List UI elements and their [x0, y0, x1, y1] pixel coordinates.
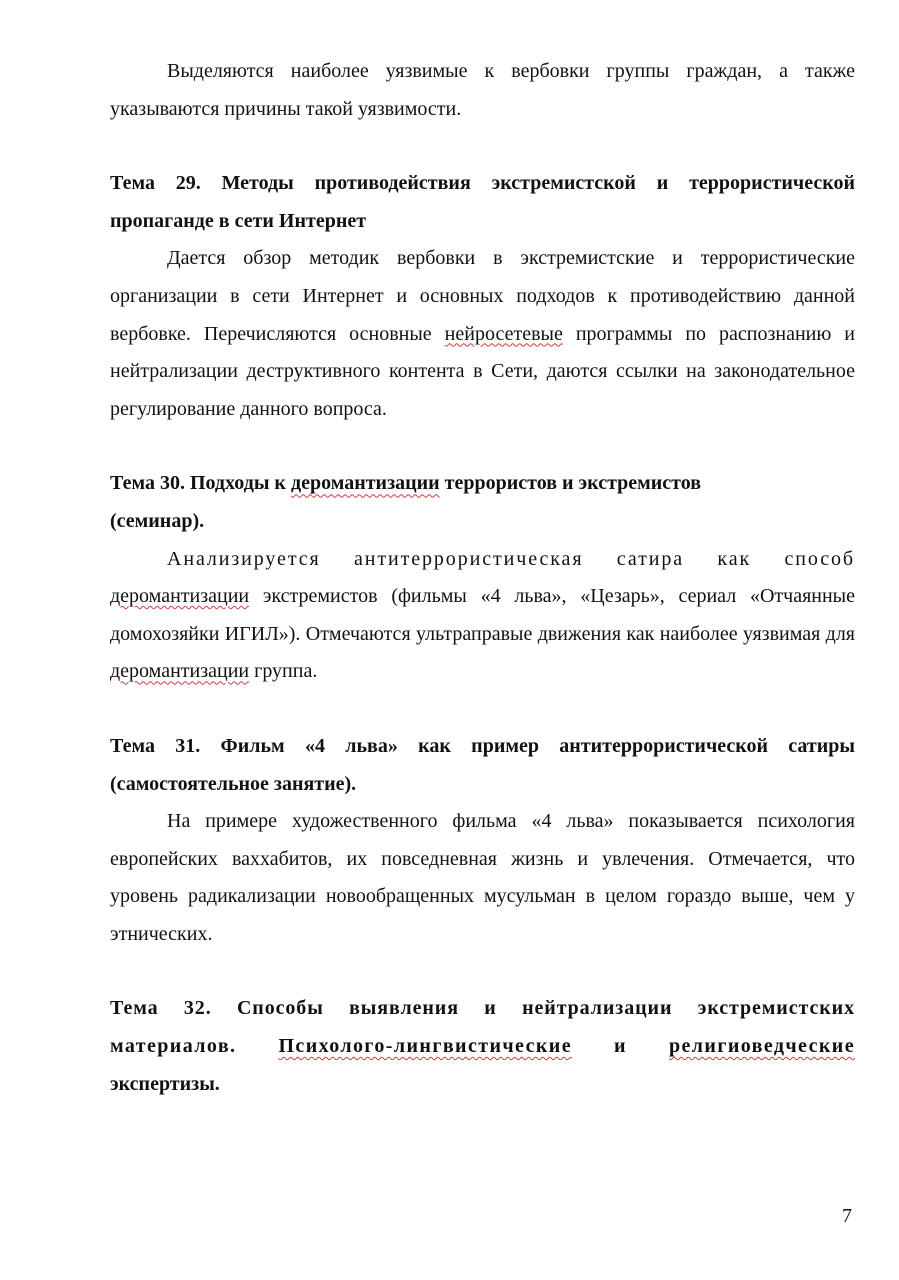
spacer	[110, 428, 855, 465]
spacer	[110, 953, 855, 990]
topic-29-body-text-a: Дается обзор методик вербовки в экстремистские и террористические организации в сети Интернет и основных подходов к противодействию данной вербовке. Перечисляются основные	[110, 247, 855, 345]
topic-29-body-text-b: программы по распознанию и нейтрализации деструктивного контента в Сети, даются ссылки на законодательное регулирование данного вопроса.	[110, 322, 855, 420]
topic-30-body-text-a: экстремистов (фильмы «4 льва», «Цезарь», сериал «Отчаянные домохозяйки ИГИЛ»). Отмечаются ультраправые движения как наиболее уязвимая для	[110, 585, 855, 645]
topic-32-heading-line1: Тема 32. Способы выявления и нейтрализации экстремистских	[110, 997, 855, 1020]
topic-30-body-line1: Анализируется антитеррористическая сатира как способ	[167, 547, 855, 570]
topic-32-heading-text-mid: и	[571, 1035, 669, 1058]
spacer	[110, 128, 855, 165]
spacer	[110, 691, 855, 728]
spellcheck-mark: деромантизации	[110, 585, 250, 608]
topic-30-heading-text-b: террористов и экстремистов	[439, 472, 702, 495]
intro-text: Выделяются наиболее уязвимые к вербовки группы граждан, а также указываются причины такой уязвимости.	[110, 60, 855, 120]
topic-30-body	[110, 578, 855, 691]
spellcheck-mark: религиоведческие	[669, 1035, 855, 1058]
topic-32-heading-line3: экспертизы.	[110, 1072, 220, 1095]
document-page	[110, 53, 855, 1103]
spellcheck-mark: Психолого-лингвистические	[278, 1035, 572, 1058]
topic-29-heading: Тема 29. Методы противодействия экстремистской и террористической пропаганде в сети Интернет	[110, 172, 855, 232]
intro-paragraph	[110, 53, 855, 128]
topic-32-heading-text-a: материалов.	[110, 1035, 279, 1058]
topic-30-heading-line2: (семинар).	[110, 509, 205, 532]
topic-30-heading-text-a: Тема 30. Подходы к	[110, 472, 291, 495]
page-number: 7	[842, 1205, 852, 1227]
topic-31-body: На примере художественного фильма «4 льва» показывается психология европейских ваххабитов, их повседневная жизнь и увлечения. Отмечается, что уровень радикализации новообращенных мусульман в целом гораздо выше, чем у этнических.	[110, 810, 855, 945]
topic-30-body-text-b: группа.	[249, 660, 318, 683]
topic-29-body	[110, 240, 855, 428]
topic-30-heading	[110, 465, 855, 503]
topic-32-heading-line2	[110, 1028, 855, 1066]
spellcheck-mark: деромантизации	[290, 472, 440, 495]
topic-31-heading: Тема 31. Фильм «4 льва» как пример антитеррористической сатиры (самостоятельное занятие).	[110, 734, 855, 795]
spellcheck-mark: нейросетевые	[444, 322, 563, 345]
spellcheck-mark: деромантизации	[110, 660, 250, 683]
